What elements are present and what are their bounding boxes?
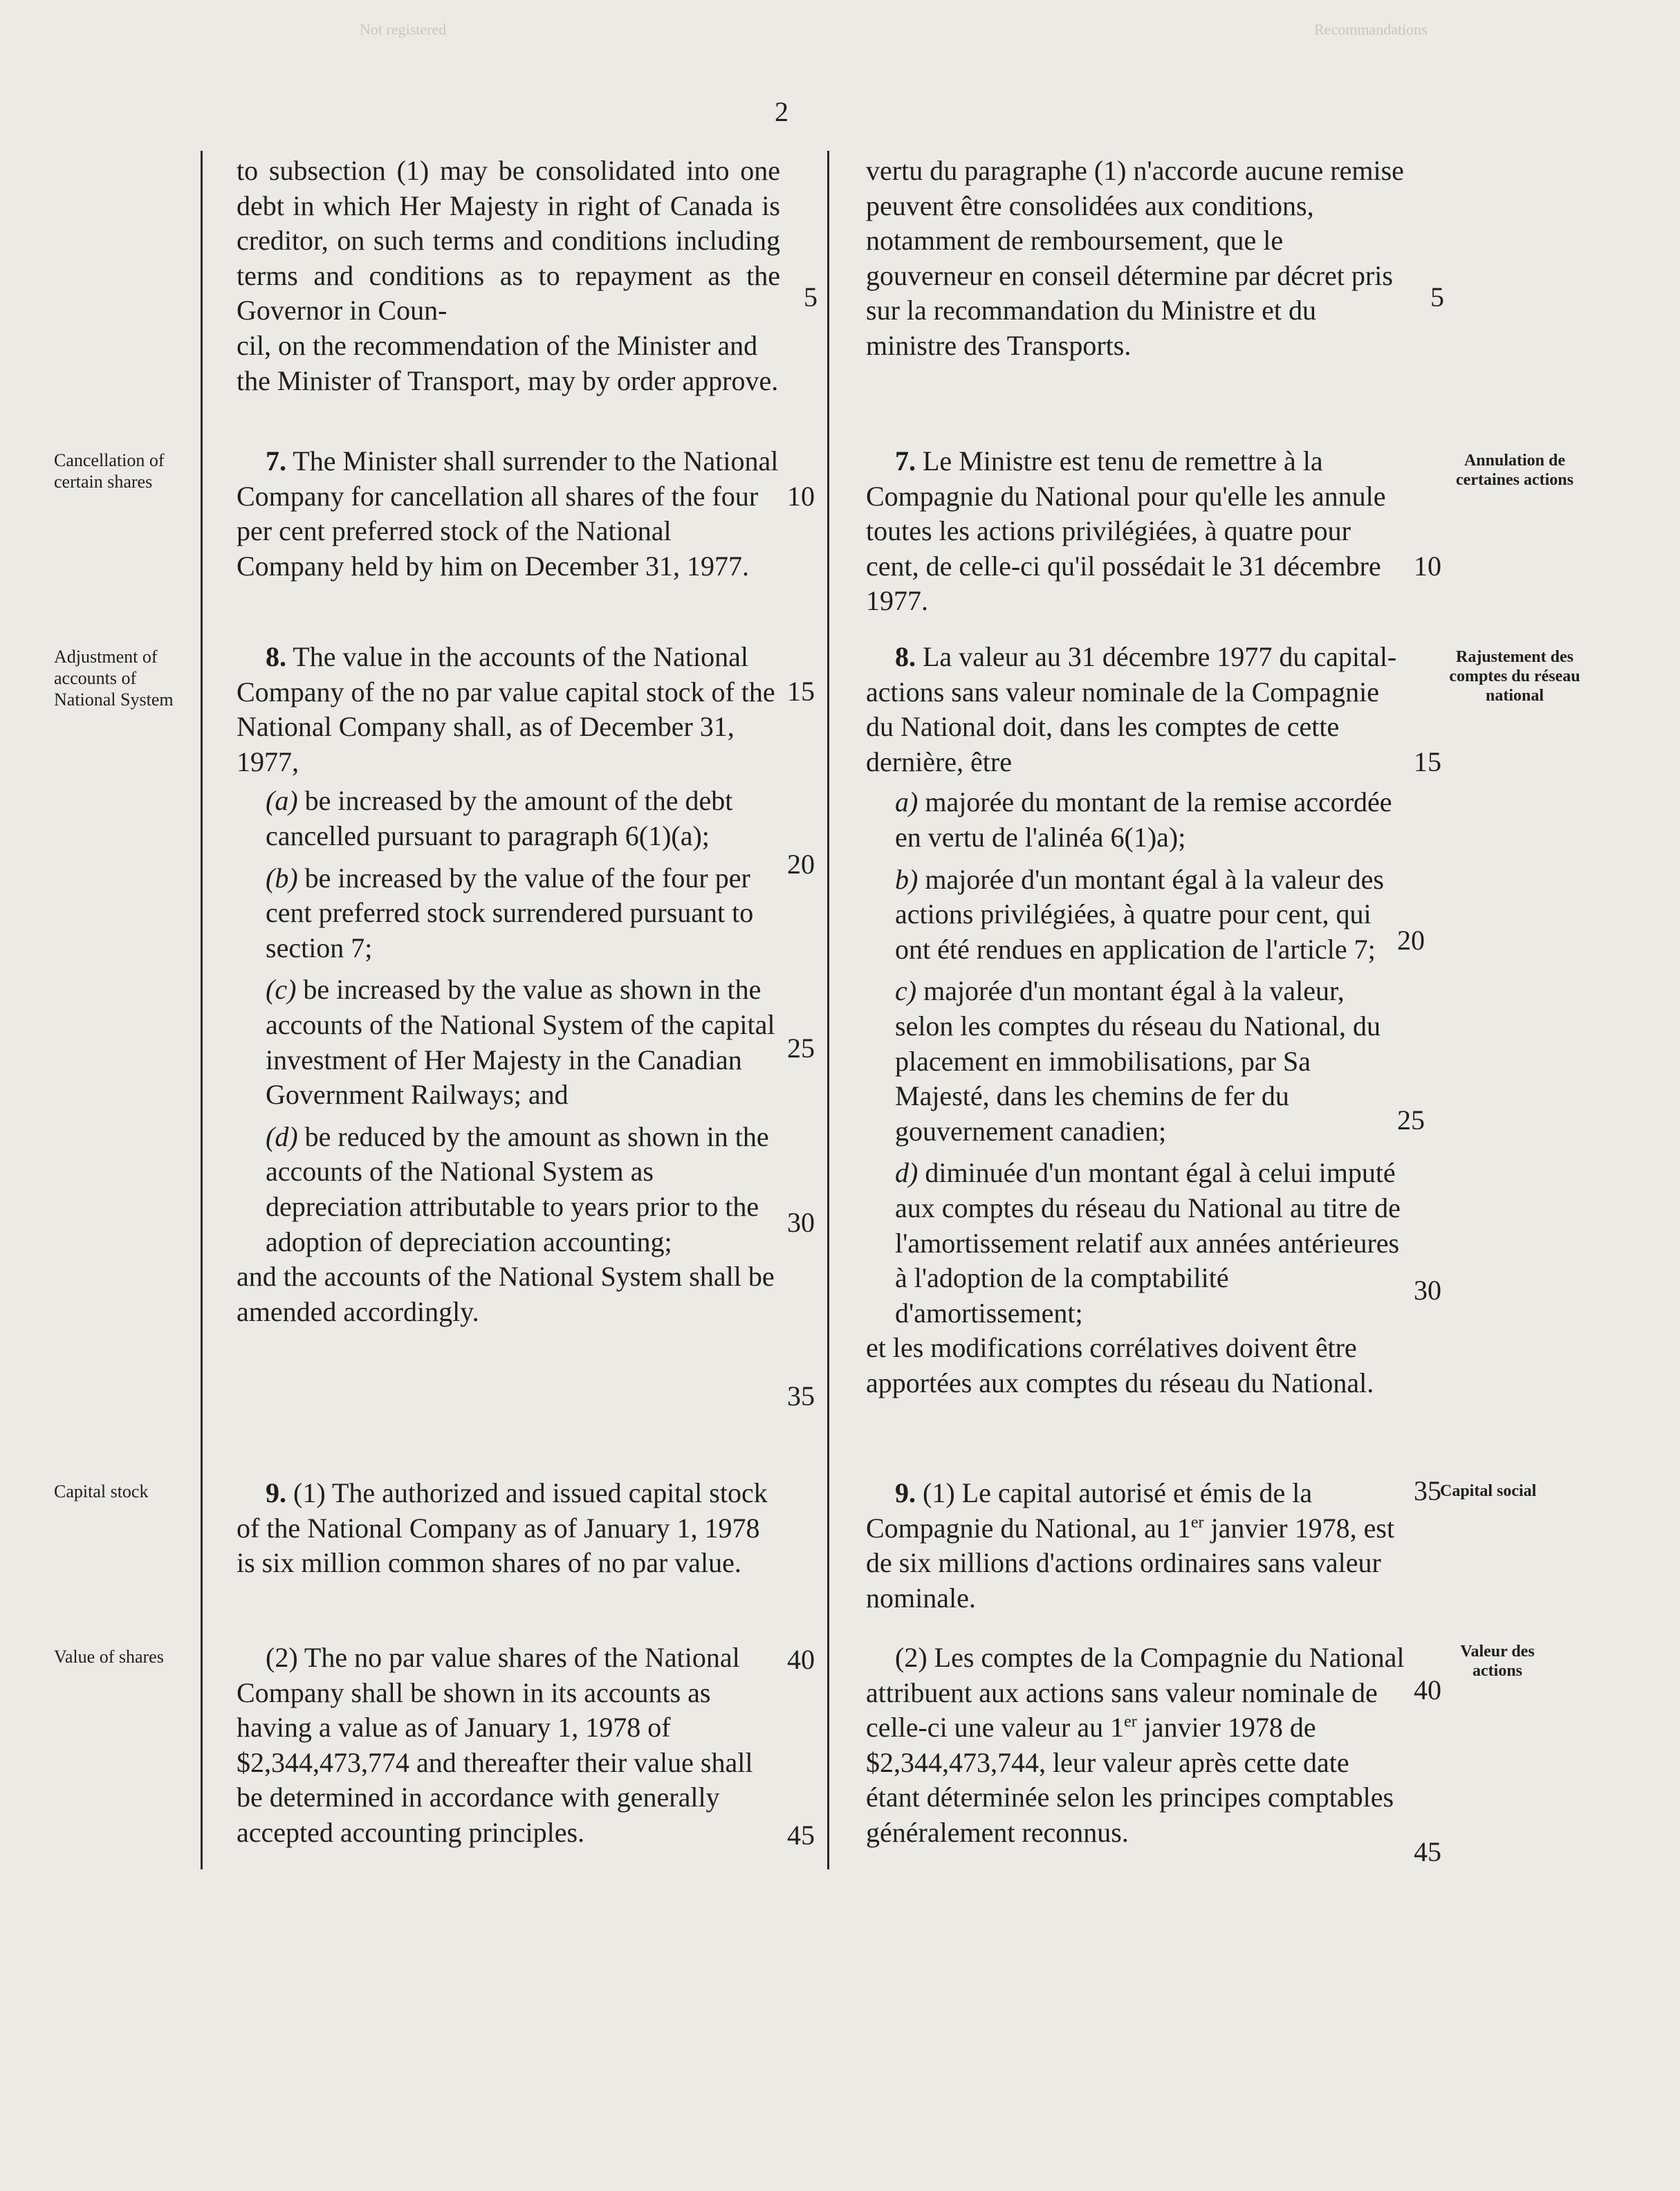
- section-8-number-fr: 8.: [895, 641, 916, 672]
- line-number-fr-5: 5: [1430, 281, 1444, 313]
- section-7-number-fr: 7.: [895, 445, 916, 477]
- line-number-fr-15: 15: [1414, 746, 1441, 777]
- section-8-number-en: 8.: [266, 641, 286, 672]
- margin-note-rajustement: Rajustement des comptes du réseau national: [1449, 648, 1580, 705]
- french-continuation: [866, 154, 1408, 364]
- section-8-closing-en: and the accounts of the National System shall be amended accordingly.: [237, 1261, 775, 1327]
- section-9-number-en: 9.: [266, 1477, 286, 1508]
- line-number-en-30: 30: [787, 1207, 815, 1238]
- line-number-en-40: 40: [787, 1644, 815, 1675]
- section-7-text-en: The Minister shall surrender to the National Company for cancellation all shares of the four per cent preferred stock of the National Company held by him on December 31, 1977.: [237, 445, 779, 582]
- margin-note-value-of-shares: Value of shares: [54, 1647, 164, 1667]
- english-continuation-part-1: to subsection (1) may be consolidated into one debt in which Her Majesty in right of Canada is creditor, on such terms and conditions including terms and conditions as to repayment as the Governor in Coun-: [237, 155, 780, 326]
- section-8-closing-fr: et les modifications corrélatives doivent être apportées aux comptes du réseau du National.: [866, 1332, 1374, 1398]
- line-number-fr-45: 45: [1414, 1836, 1441, 1867]
- section-8-item-c-fr: c) majorée d'un montant égal à la valeur, selon les comptes du réseau du National, du placement en immobilisations, par Sa Majesté, dans les chemins de fer du gouvernement canadien;: [895, 975, 1381, 1147]
- french-section-8: [866, 640, 1408, 1400]
- left-column-rule: [201, 151, 203, 1869]
- bleed-through-header-left: Not registered: [360, 21, 447, 38]
- line-number-en-25: 25: [787, 1033, 815, 1064]
- line-number-fr-25: 25: [1397, 1104, 1425, 1136]
- section-7-text-fr: Le Ministre est tenu de remettre à la Compagnie du National pour qu'elle les annule toutes les actions privilégiées, à quatre pour cent, de celle-ci qu'il possédait le 31 décembre 1977.: [866, 445, 1386, 617]
- line-number-en-35: 35: [787, 1380, 815, 1412]
- english-section-7: [237, 444, 780, 584]
- margin-note-capital-stock: Capital stock: [54, 1481, 149, 1501]
- section-8-item-c-en: (c) be increased by the value as shown in the accounts of the National System of the capital investment of Her Majesty in the Canadian Government Railways; and: [266, 974, 775, 1111]
- line-number-fr-20: 20: [1397, 925, 1425, 956]
- line-number-en-15: 15: [787, 676, 815, 707]
- french-section-9-1: 9. (1) Le capital autorisé et émis de la Compagnie du National, au 1er janvier 1978, est de six millions d'actions ordinaires sans valeur nominale.: [866, 1477, 1395, 1614]
- section-8-item-d-fr: d) diminuée d'un montant égal à celui imputé aux comptes du réseau du National au titre de l'amortissement relatif aux années antérieures à l'adoption de la comptabilité d'amortissement;: [895, 1157, 1401, 1329]
- section-7-number-en: 7.: [266, 445, 286, 477]
- section-8-item-a-en: (a) be increased by the amount of the debt cancelled pursuant to paragraph 6(1)(a);: [266, 785, 733, 851]
- section-8-item-b-fr: b) majorée d'un montant égal à la valeur des actions privilégiées, à quatre pour cent, qui ont été rendues en application de l'article 7;: [895, 863, 1384, 965]
- margin-note-annulation: Annulation de certaines actions: [1456, 452, 1573, 489]
- page-number: 2: [775, 96, 788, 127]
- english-section-8: [237, 640, 780, 1329]
- line-number-en-20: 20: [787, 849, 815, 880]
- line-number-fr-10: 10: [1414, 551, 1441, 582]
- section-9-number-fr: 9.: [895, 1477, 916, 1508]
- margin-note-capital-social: Capital social: [1440, 1482, 1537, 1500]
- english-continuation: [237, 154, 780, 398]
- margin-note-cancellation: Cancellation of certain shares: [54, 450, 165, 492]
- line-number-fr-30: 30: [1414, 1275, 1441, 1306]
- section-9-sub2-en: (2) The no par value shares of the National Company shall be shown in its accounts as having a value as of January 1, 1978 of $2,344,473,774 and thereafter their value shall be determined in accordance with generally accepted accounting principles.: [237, 1642, 753, 1848]
- line-number-fr-35: 35: [1414, 1475, 1441, 1506]
- french-continuation-text: vertu du paragraphe (1) n'accorde aucune remise peuvent être consolidées aux conditions, notamment de remboursement, que le gouverneur en conseil détermine par décret pris sur la recommandation du Ministre et du ministre des Transports.: [866, 155, 1404, 361]
- line-number-en-5: 5: [804, 281, 818, 313]
- french-section-7: [866, 444, 1408, 619]
- section-8-item-b-en: (b) be increased by the value of the four per cent preferred stock surrendered pursuant to section 7;: [266, 862, 754, 963]
- section-9-sub1-en: (1) The authorized and issued capital stock of the National Company as of January 1, 1978 is six million common shares of no par value.: [237, 1477, 768, 1579]
- bleed-through-header-right: Recommandations: [1314, 21, 1428, 38]
- english-section-9-2: [237, 1640, 780, 1851]
- margin-note-adjustment: Adjustment of accounts of National System: [54, 647, 174, 710]
- section-8-intro-en: The value in the accounts of the National Company of the no par value capital stock of the National Company shall, as of December 31, 1977,: [237, 641, 775, 777]
- center-column-rule: [827, 151, 829, 1869]
- line-number-en-10: 10: [787, 481, 815, 512]
- line-number-en-45: 45: [787, 1820, 815, 1851]
- section-8-item-d-en: (d) be reduced by the amount as shown in the accounts of the National System as depreciation attributable to years prior to the adoption of depreciation accounting;: [266, 1120, 769, 1257]
- english-continuation-part-2: cil, on the recommendation of the Minister and the Minister of Transport, may by order approve.: [237, 329, 779, 396]
- french-section-9-2: (2) Les comptes de la Compagnie du National attribuent aux actions sans valeur nominale de celle-ci une valeur au 1er janvier 1978 de $2,344,473,744, leur valeur après cette date étant déterminée selon les principes comptables généralement reconnus.: [866, 1642, 1405, 1848]
- section-8-intro-fr: La valeur au 31 décembre 1977 du capital-actions sans valeur nominale de la Compagnie du National doit, dans les comptes de cette dernière, être: [866, 641, 1397, 777]
- english-section-9-1: [237, 1476, 780, 1581]
- line-number-fr-40: 40: [1414, 1674, 1441, 1705]
- section-8-item-a-fr: a) majorée du montant de la remise accordée en vertu de l'alinéa 6(1)a);: [895, 786, 1392, 853]
- margin-note-valeur: Valeur des actions: [1460, 1643, 1535, 1680]
